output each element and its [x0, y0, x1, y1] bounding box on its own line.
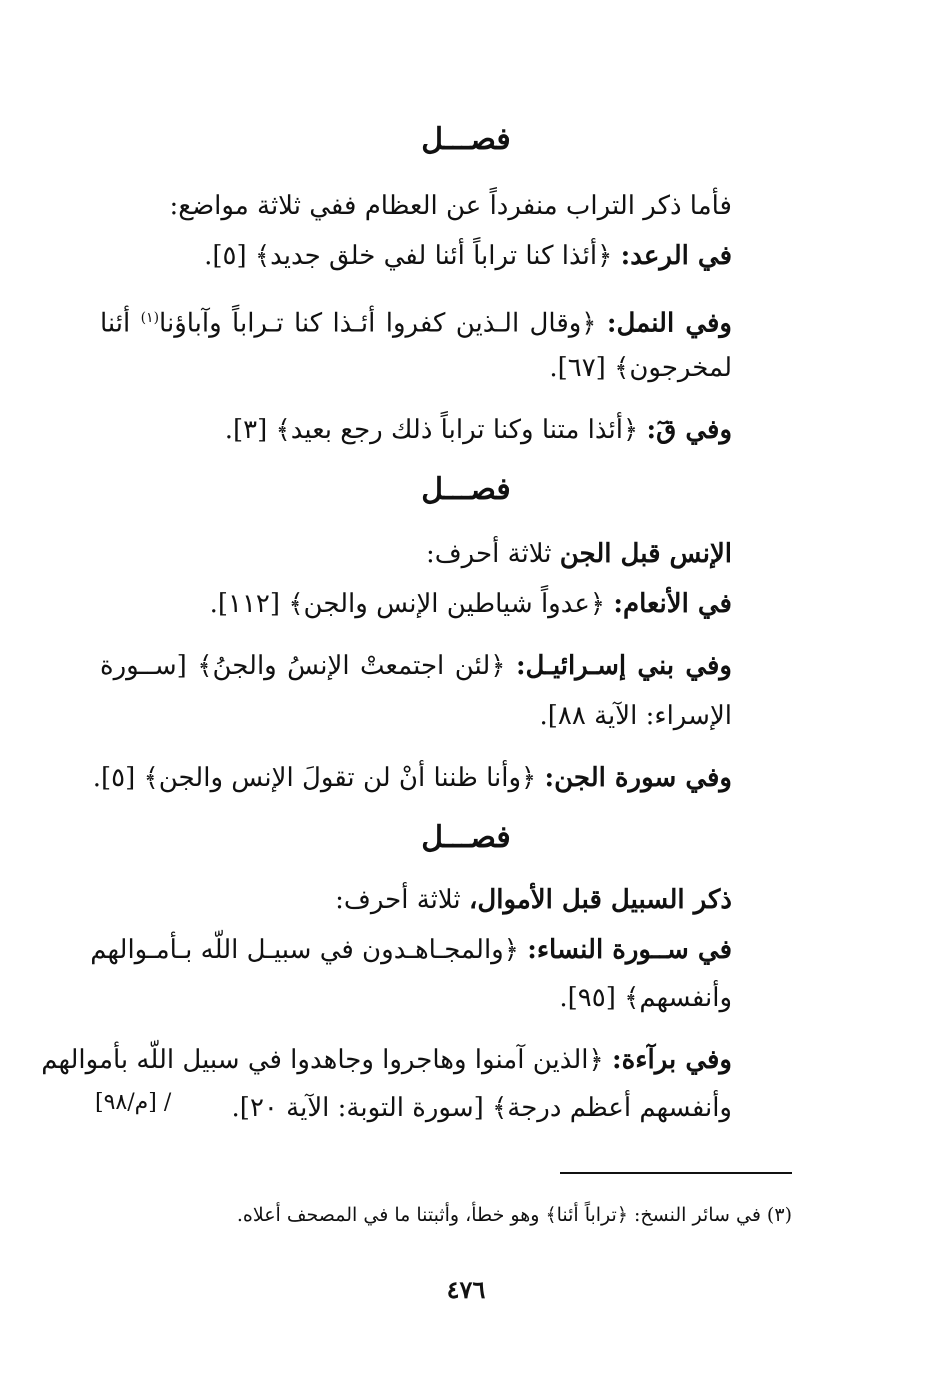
para-label: وفي النمل: — [606, 308, 732, 339]
section-2-para-2-cont: الإسراء: الآية ٨٨]. — [539, 701, 732, 731]
para-label: في الأنعام: — [613, 589, 732, 619]
para-label: في الرعد: — [620, 241, 732, 271]
section-heading-2: فصـــل — [421, 472, 511, 507]
manuscript-margin-note: [م/٩٨] / — [95, 1090, 172, 1115]
para-text: ﴿عدواً شياطين الإنس والجن﴾ [١١٢]. — [209, 589, 606, 619]
section-2-intro — [100, 534, 732, 574]
section-3-intro — [100, 880, 732, 920]
section-3-para-1 — [90, 930, 732, 970]
section-3-para-2-cont: وأنفسهم أعظم درجة﴾ [سورة التوبة: الآية ٢٠]. — [231, 1093, 732, 1123]
section-heading-1: فصـــل — [421, 122, 511, 157]
section-heading-3: فصـــل — [421, 820, 511, 855]
para-text: ﴿لئن اجتمعتْ الإنسُ والجنُ﴾ [ســورة — [100, 651, 506, 681]
para-text: ﴿الذين آمنوا وهاجروا وجاهدوا في سبيل اللّه بأموالهم — [41, 1045, 604, 1075]
section-1-para-2-cont: لمخرجون﴾ [٦٧]. — [549, 353, 732, 383]
para-text: ﴿أئذا متنا وكنا تراباً ذلك رجع بعيد﴾ [٣]. — [224, 415, 639, 445]
section-2-para-1 — [100, 584, 732, 624]
page-number: ٤٧٦ — [446, 1275, 486, 1304]
intro-text: ثلاثة أحرف: — [335, 885, 461, 915]
section-1-intro: فأما ذكر التراب منفرداً عن العظام ففي ثلاثة مواضع: — [169, 191, 732, 221]
footnote: (٣) في سائر النسخ: ﴿تراباً أئنا﴾ وهو خطأ، وأثبتنا ما في المصحف أعلاه. — [236, 1204, 792, 1226]
section-3-para-2 — [41, 1040, 732, 1080]
footnote-divider — [560, 1172, 792, 1174]
para-text: ﴿والمجـاهـدون في سبيـل اللّه بـأمـوالهم — [90, 935, 519, 965]
footnote-ref: (١) — [140, 310, 160, 326]
section-1-para-1 — [100, 236, 732, 276]
para-label: وفي بني إسـرائيـل: — [515, 651, 732, 681]
section-3-para-1-cont: وأنفسهم﴾ [٩٥]. — [559, 983, 732, 1013]
para-label: وفي برآءة: — [612, 1045, 732, 1075]
intro-label: الإنس قبل الجن — [559, 539, 732, 569]
para-text: ﴿وقال الـذين كفروا أئـذا كنا تـراباً وآباؤنا — [159, 308, 597, 339]
para-label: وفي قٓ: — [646, 415, 732, 445]
para-text: ﴿أئذا كنا تراباً أئنا لفي خلق جديد﴾ [٥]. — [204, 241, 613, 271]
para-label: وفي سورة الجن: — [544, 763, 732, 793]
para-text: ﴿وأنا ظننا أنْ لن تقولَ الإنس والجن﴾ [٥]. — [92, 763, 537, 793]
section-1-para-3 — [100, 410, 732, 450]
intro-label: ذكر السبيل قبل الأموال، — [468, 885, 732, 915]
intro-text: ثلاثة أحرف: — [425, 539, 552, 569]
section-1-para-2 — [100, 298, 732, 344]
section-2-para-3 — [92, 758, 732, 798]
para-label: في ســورة النساء: — [527, 935, 732, 965]
section-2-para-2 — [100, 646, 732, 686]
para-text-end: أئنا — [100, 308, 131, 339]
